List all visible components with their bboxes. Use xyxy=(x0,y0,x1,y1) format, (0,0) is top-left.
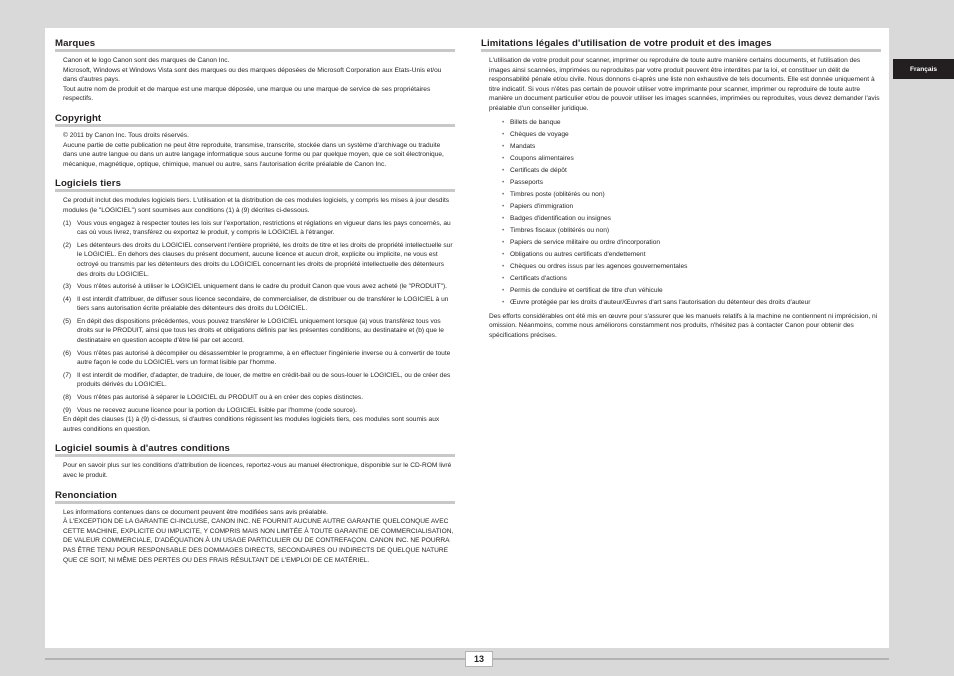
item-number: (3) xyxy=(63,283,72,291)
section-intro: L'utilisation de votre produit pour scanner, imprimer ou reproduire de toute autre manière certains documents, et l'utilisation des images ainsi scannées, imprimées ou reproduites par votre produit peuvent être interdites par la loi, et constituer un délit de responsabilité pénale et/ou civile. Nous donnons ci-après une liste non exhaustive de tels documents. Elle est donnée uniquement à titre indicatif. Si vous n'êtes pas certain de pouvoir utiliser votre imprimante pour scanner, imprimer ou reproduire de toute autre manière un document particulier et/ou de pouvoir utiliser les images scannées, imprimées ou reproduites, vous devez demander l'avis préalable d'un conseiller juridique. xyxy=(489,57,880,112)
list-item: • Chèques de voyage xyxy=(502,129,881,141)
page-number: 13 xyxy=(465,651,493,667)
bullet-icon: • xyxy=(502,130,505,138)
language-tab[interactable]: Français xyxy=(893,59,954,79)
bullet-icon: • xyxy=(502,142,505,150)
section-logiciels-tiers xyxy=(55,178,455,434)
item-text: Vous n'êtes autorisé à utiliser le LOGICIEL uniquement dans le cadre du produit Canon que vous avez acheté (le "PRODUIT"). xyxy=(77,283,448,291)
list-item: • Coupons alimentaires xyxy=(502,153,881,165)
section-paragraph: Pour en savoir plus sur les conditions d'attribution de licences, reportez-vous au manuel électronique, disponible sur le CD-ROM livré avec le produit. xyxy=(63,462,452,479)
list-item: • Certificats de dépôt xyxy=(502,165,881,177)
bullet-icon: • xyxy=(502,166,505,174)
numbered-item xyxy=(63,295,455,314)
bullet-icon: • xyxy=(502,250,505,258)
item-text: Vous vous engagez à respecter toutes les lois sur l'exportation, restrictions et réglations en vigueur dans les pays concernés, au cas où vous livrez, transférez ou exportez le produit, y compris le LOGICIEL à l'étranger. xyxy=(77,219,451,237)
item-text: Vous n'êtes pas autorisé à séparer le LOGICIEL du PRODUIT ou à en créer des copies distinctes. xyxy=(77,394,364,402)
section-heading: Renonciation xyxy=(55,490,455,504)
bullet-icon: • xyxy=(502,178,505,186)
document-list xyxy=(489,117,881,309)
section-outro: En dépit des clauses (1) à (9) ci-dessus, si d'autres conditions régissent les modules logiciels tiers, ces modules sont soumis aux autres conditions en question. xyxy=(63,416,440,433)
right-column xyxy=(481,38,881,349)
section-heading: Limitations légales d'utilisation de votre produit et des images xyxy=(481,38,881,52)
list-item: • Passeports xyxy=(502,177,881,189)
list-item: • Timbres fiscaux (oblitérés ou non) xyxy=(502,225,881,237)
item-number: (5) xyxy=(63,317,72,325)
section-limitations xyxy=(481,38,881,340)
item-number: (9) xyxy=(63,406,72,414)
bullet-icon: • xyxy=(502,286,505,294)
item-text: Il est interdit d'attribuer, de diffuser sous licence secondaire, de commercialiser, de distribuer ou de transférer le LOGICIEL à un tiers sans autorisation écrite préalable des détenteurs des droits du LOGICIEL. xyxy=(77,295,449,313)
list-item: • Mandats xyxy=(502,141,881,153)
numbered-item xyxy=(63,371,455,390)
section-heading: Logiciel soumis à d'autres conditions xyxy=(55,443,455,457)
list-item: • Permis de conduire et certificat de titre d'un véhicule xyxy=(502,285,881,297)
list-item: • Timbres poste (oblitérés ou non) xyxy=(502,189,881,201)
numbered-item xyxy=(63,393,455,403)
bullet-icon: • xyxy=(502,238,505,246)
section-heading: Copyright xyxy=(55,113,455,127)
item-number: (2) xyxy=(63,241,72,249)
bullet-icon: • xyxy=(502,214,505,222)
section-paragraph: Les informations contenues dans ce document peuvent être modifiées sans avis préalable. À L'EXCEPTION DE LA GARANTIE CI-INCLUSE, CANON INC. NE FOURNIT AUCUNE AUTRE GARANTIE QUELCONQUE AVEC CETTE MACHINE, EXPLICITE OU IMPLICITE, Y COMPRIS MAIS NON LIMITÉE À TOUTE GARANTIE DE COMMERCIALISATION, DE VALEUR COMMERCIALE, D'ADÉQUATION À UN USAGE PARTICULIER OU DE CONTREFAÇON. CANON INC. NE POURRA PAS ÊTRE TENU POUR RESPONSABLE DES DOMMAGES DIRECTS, SECONDAIRES OU INDIRECTS DE QUELQUE NATURE QUE CE SOIT, NI MÊME DES PERTES OU DES FRAIS RÉSULTANT DE L'EMPLOI DE CE MATÉRIEL. xyxy=(63,508,454,564)
page-sheet xyxy=(45,28,889,648)
list-item: • Chèques ou ordres issus par les agences gouvernementales xyxy=(502,261,881,273)
list-item: • Billets de banque xyxy=(502,117,881,129)
numbered-item xyxy=(63,219,455,238)
section-renonciation xyxy=(55,490,455,566)
section-autres-conditions xyxy=(55,443,455,480)
bullet-icon: • xyxy=(502,154,505,162)
item-text: En dépit des dispositions précédentes, vous pouvez transférer le LOGICIEL uniquement lorsque (a) vous transférez tous vos droits sur le PRODUIT, ainsi que tous les droits et obligations définis par les présentes conditions, au destinataire et (b) que le destinataire en question accepte d'être lié par cet accord. xyxy=(77,317,444,345)
list-item: • Certificats d'actions xyxy=(502,273,881,285)
list-item: • Œuvre protégée par les droits d'auteur/Œuvres d'art sans l'autorisation du détenteur des droits d'auteur xyxy=(502,297,881,309)
bullet-icon: • xyxy=(502,118,505,126)
numbered-item xyxy=(63,241,455,279)
section-copyright xyxy=(55,113,455,169)
item-number: (8) xyxy=(63,394,72,402)
section-heading: Marques xyxy=(55,38,455,52)
item-text: Vous n'êtes pas autorisé à décompiler ou désassembler le programme, à en effectuer l'ingénierie inverse ou à convertir de toute autre façon le code du LOGICIEL vers un format lisible par l'homme. xyxy=(77,349,451,367)
list-item: • Obligations ou autres certificats d'endettement xyxy=(502,249,881,261)
item-number: (7) xyxy=(63,371,72,379)
section-marques xyxy=(55,38,455,104)
item-text: Les détenteurs des droits du LOGICIEL conservent l'entière propriété, les droits de titre et les droits de propriété intellectuelle sur le LOGICIEL. En dehors des clauses du présent document, aucune licence et aucun droit, explicite ou implicite, ne vous est octroyé ou transmis par les détenteurs des droits du LOGICIEL concernant les droits de propriété intellectuelle des détenteurs des droits du LOGICIEL. xyxy=(77,241,453,278)
item-number: (1) xyxy=(63,219,72,227)
list-item: • Papiers de service militaire ou ordre d'incorporation xyxy=(502,237,881,249)
item-number: (6) xyxy=(63,349,72,357)
numbered-item xyxy=(63,317,455,346)
numbered-item xyxy=(63,282,455,292)
bullet-icon: • xyxy=(502,262,505,270)
section-heading: Logiciels tiers xyxy=(55,178,455,192)
bullet-icon: • xyxy=(502,226,505,234)
item-text: Il est interdit de modifier, d'adapter, de traduire, de louer, de mettre en crédit-bail ou de sous-louer le LOGICIEL, ou de créer des produits dérivés du LOGICIEL. xyxy=(77,371,451,389)
section-paragraph: © 2011 by Canon Inc. Tous droits réservés. Aucune partie de cette publication ne peut être reproduite, transmise, transcrite, stockée dans un système d'archivage ou traduite dans une autre langue ou dans un autre langage informatique sous aucune forme ou par quelque moyen, que ce soit électronique, mécanique, magnétique, optique, chimique, manuel ou autre, sans l'autorisation écrite préalable de Canon Inc. xyxy=(63,131,444,168)
section-outro: Des efforts considérables ont été mis en œuvre pour s'assurer que les manuels relatifs à la machine ne contiennent ni imprécision, ni omission. Néanmoins, comme nous améliorons constamment nos produits, n'hésitez pas à contacter Canon pour obtenir des spécifications précises. xyxy=(489,312,878,339)
list-item: • Papiers d'immigration xyxy=(502,201,881,213)
bullet-icon: • xyxy=(502,274,505,282)
item-text: Vous ne recevez aucune licence pour la portion du LOGICIEL lisible par l'homme (code source). xyxy=(77,406,357,414)
list-item: • Badges d'identification ou insignes xyxy=(502,213,881,225)
section-intro: Ce produit inclut des modules logiciels tiers. L'utilisation et la distribution de ces modules logiciels, y compris les mises à jour desdits modules (le "LOGICIEL") sont soumises aux conditions (1) à (9) décrites ci-dessous. xyxy=(63,197,450,214)
section-paragraph: Canon et le logo Canon sont des marques de Canon Inc. Microsoft, Windows et Windows Vista sont des marques ou des marques déposées de Microsoft Corporation aux Etats-Unis et/ou dans d'autres pays. Tout autre nom de produit et de marque est une marque déposée, une marque ou une marque de service de ses propriétaires respectifs. xyxy=(63,57,442,103)
bullet-icon: • xyxy=(502,202,505,210)
bullet-icon: • xyxy=(502,190,505,198)
item-number: (4) xyxy=(63,295,72,303)
left-column xyxy=(55,38,455,574)
numbered-item xyxy=(63,406,455,416)
bullet-icon: • xyxy=(502,298,505,306)
numbered-item xyxy=(63,349,455,368)
